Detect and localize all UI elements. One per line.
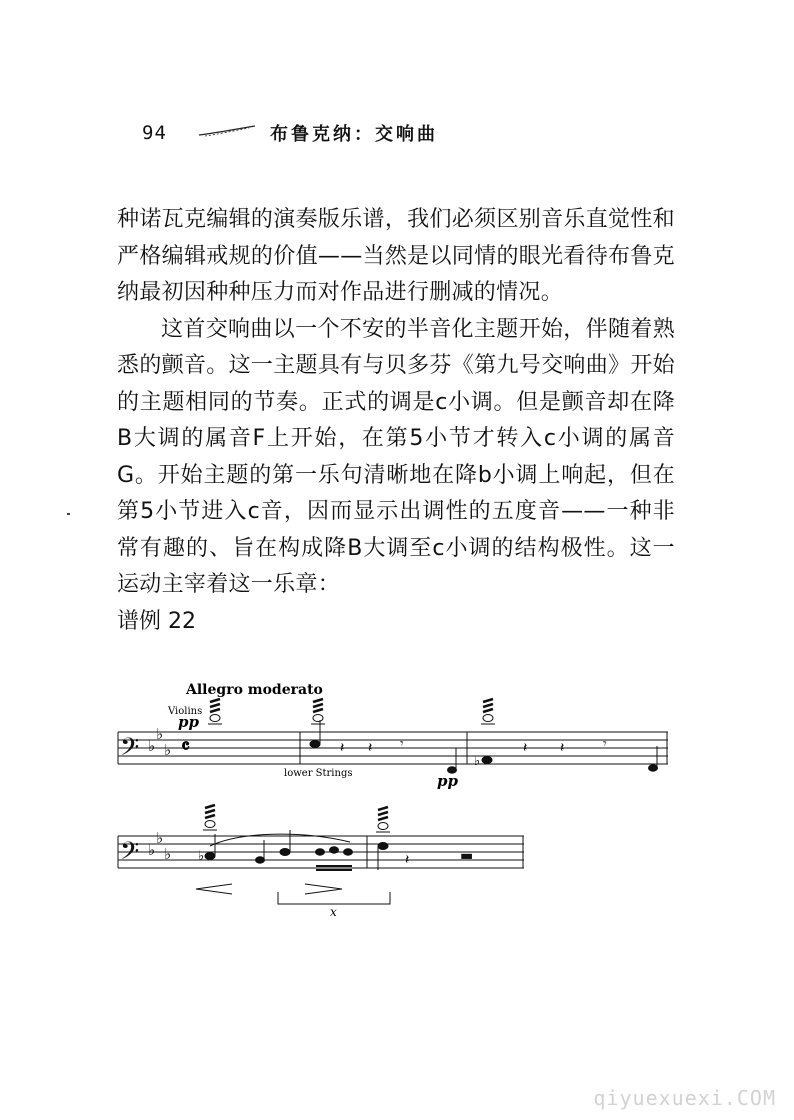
svg-text:♭: ♭ bbox=[148, 841, 156, 859]
common-time-icon: 𝄴 bbox=[181, 734, 190, 758]
violins-label: Violins bbox=[168, 706, 203, 717]
tremolo-note-2 bbox=[311, 699, 325, 724]
svg-text:♭: ♭ bbox=[148, 737, 156, 755]
tremolo-note-5 bbox=[376, 807, 390, 832]
example-label: 谱例 22 bbox=[117, 609, 196, 634]
dynamic-marking-1: pp bbox=[178, 713, 199, 731]
svg-text:𝄽: 𝄽 bbox=[368, 740, 373, 756]
svg-text:▬: ▬ bbox=[460, 848, 474, 864]
key-signature-icon bbox=[148, 725, 171, 759]
staff-1-notes bbox=[310, 720, 658, 773]
page-number: 94 bbox=[142, 122, 167, 144]
motif-bracket bbox=[278, 892, 390, 904]
svg-text:𝄽: 𝄽 bbox=[405, 852, 410, 868]
svg-text:♭: ♭ bbox=[156, 829, 164, 847]
paragraph-1: 种诺瓦克编辑的演奏版乐谱，我们必须区别音乐直觉性和严格编辑戒规的价值——当然是以同情的眼光看待布鲁克纳最初因种种压力而对作品进行删减的情况。 bbox=[117, 207, 675, 305]
tempo-marking: Allegro moderato bbox=[186, 682, 323, 698]
svg-text:𝄢: 𝄢 bbox=[120, 733, 140, 768]
svg-text:♭: ♭ bbox=[474, 754, 481, 769]
svg-text:𝄽: 𝄽 bbox=[560, 740, 565, 756]
paragraph-2: 这首交响曲以一个不安的半音化主题开始，伴随着熟悉的颤音。这一主题具有与贝多芬《第九号交响曲》开始的主题相同的节奏。正式的调是c小调。但是颤音却在降B大调的属音F上开始，在第5小节才转入c小调的属音G。开始主题的第一乐句清晰地在降b小调上响起，但在第5小节进入c音，因而显示出调性的五度音——一种非常有趣的、旨在构成降B大调至c小调的结构极性。这一运动主宰着这一乐章： bbox=[117, 316, 675, 597]
svg-text:♭: ♭ bbox=[164, 741, 172, 759]
svg-text:♭: ♭ bbox=[198, 849, 205, 864]
lower-strings-label: lower Strings bbox=[284, 768, 353, 779]
tremolo-note-4 bbox=[203, 805, 217, 830]
svg-text:♭: ♭ bbox=[164, 845, 172, 863]
svg-text:𝄾: 𝄾 bbox=[603, 736, 607, 752]
svg-text:𝄽: 𝄽 bbox=[523, 740, 528, 756]
bass-clef-icon bbox=[120, 733, 139, 768]
svg-text:𝄾: 𝄾 bbox=[400, 736, 404, 752]
staff-system-1 bbox=[118, 732, 668, 764]
key-signature-icon-2 bbox=[148, 829, 171, 863]
svg-text:𝄽: 𝄽 bbox=[340, 740, 345, 756]
svg-text:𝄢: 𝄢 bbox=[120, 837, 140, 872]
watermark: qiyuexuexi.COM bbox=[593, 1086, 776, 1110]
bass-clef-icon-2 bbox=[120, 837, 139, 872]
running-title: 布鲁克纳：交响曲 bbox=[270, 124, 438, 145]
tremolo-note-1 bbox=[208, 699, 222, 724]
dynamic-marking-2: pp bbox=[437, 772, 458, 790]
svg-text:♭: ♭ bbox=[156, 725, 164, 743]
bracket-label: x bbox=[330, 905, 337, 919]
tremolo-note-3 bbox=[481, 699, 495, 724]
